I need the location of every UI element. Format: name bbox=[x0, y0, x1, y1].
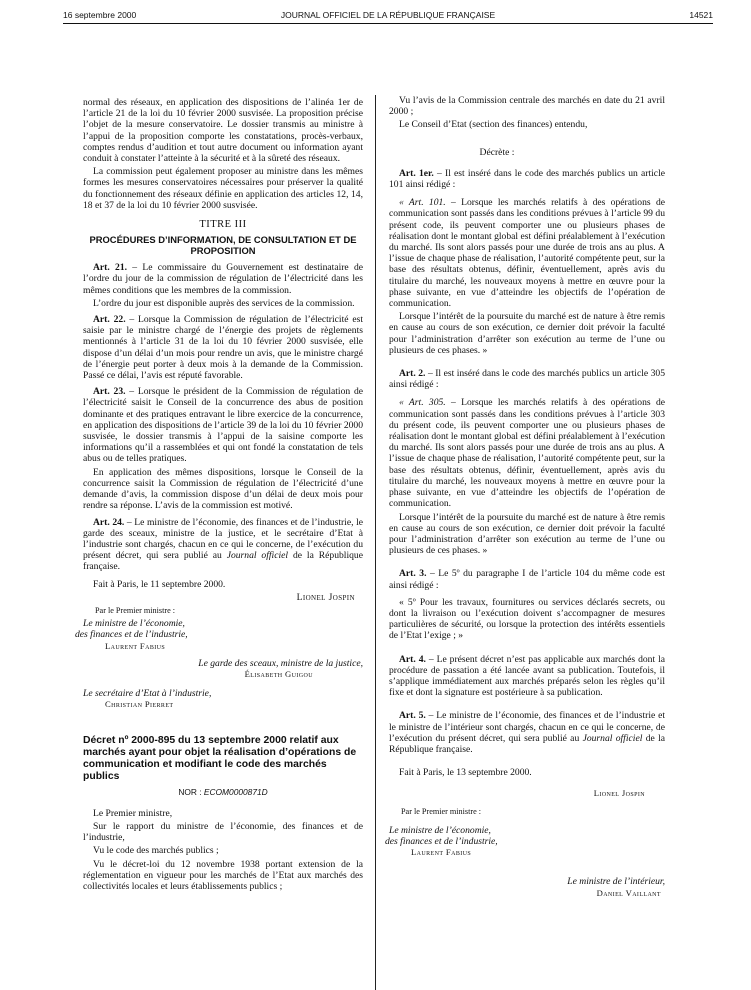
article-23: Art. 23. – Lorsque le président de la Commission de régulation de l’électricité saisit le Conseil de la concurrence des abus de position dominante et des pratiques entravant le libre exercice de la concurrence, en application des dispositions de l’article 39 de la loi du 10 février 2000 susvisée, le dossier transmis à l’appui de la saisine comporte les informations qu’il a rassemblées et qui ont fondé la constatation de tels abus ou de telles pratiques. bbox=[83, 386, 364, 465]
signature-pm: Lionel Jospin bbox=[593, 788, 645, 799]
signatory-title: Le garde des sceaux, ministre de la justice, bbox=[198, 657, 363, 669]
decree-title: Décret nº 2000-895 du 13 septembre 2000 relatif aux marchés ayant pour objet la réalisation d’opérations de communication et modifiant le code des marchés publics bbox=[83, 734, 357, 782]
header-page-number: 14521 bbox=[689, 10, 713, 20]
article-1: Art. 1er. – Il est inséré dans le code des marchés publics un article 101 ainsi rédigé : bbox=[389, 167, 665, 191]
par-premier-ministre: Par le Premier ministre : bbox=[95, 605, 176, 615]
signature-pm: Lionel Jospin bbox=[296, 591, 355, 603]
paragraph: Le Conseil d’Etat (section des finances) entendu, bbox=[399, 119, 588, 131]
article-label: « Art. 101. bbox=[399, 197, 446, 209]
par-premier-ministre: Par le Premier ministre : bbox=[401, 806, 482, 816]
article-label: Art. 1er. bbox=[399, 167, 434, 179]
signatory-name: Daniel Vaillant bbox=[596, 887, 661, 898]
paragraph: « 5º Pour les travaux, fournitures ou services déclarés secrets, ou dont la livraison ou l’exécution doivent s’accompagner de mesures particulières de sécurité, ou lorsque la protection des intérêts essentiels de l’Etat l’exige ; » bbox=[389, 596, 665, 642]
article-label: Art. 2. bbox=[399, 368, 426, 380]
signatory-name: Laurent Fabius bbox=[105, 640, 166, 651]
left-column bbox=[75, 97, 364, 894]
header-rule bbox=[63, 23, 713, 24]
column-divider bbox=[375, 95, 376, 990]
decrete-heading: Décrète : bbox=[479, 146, 515, 158]
nor-reference: NOR : ECOM0000871D bbox=[178, 786, 268, 797]
paragraph: Lorsque l’intérêt de la poursuite du marché est de nature à être remis en cause au cours de son exécution, ce dernier doit prévoir la faculté pour l’administration d’arrêter son exécution au terme de l’une ou plusieurs de ces phases. » bbox=[389, 311, 665, 356]
paragraph: Sur le rapport du ministre de l’économie, des finances et de l’industrie, bbox=[83, 820, 363, 844]
article-label: Art. 24. bbox=[93, 516, 125, 528]
signatory-name: Laurent Fabius bbox=[411, 847, 472, 858]
signatory-title: Le ministre de l’économie, des finances et de l’industrie, bbox=[75, 618, 188, 641]
article-label: « Art. 305. bbox=[399, 397, 446, 409]
article-label: Art. 21. bbox=[93, 262, 128, 274]
right-column bbox=[385, 95, 666, 899]
paragraph: Vu le décret-loi du 12 novembre 1938 portant extension de la réglementation en vigueur pour les marchés de l’Etat aux marchés des collectivités locales et leurs établissements publics ; bbox=[83, 858, 363, 892]
article-305: « Art. 305. – Lorsque les marchés relatifs à des opérations de communication sont passés dans les conditions prévues à l’article 303 du présent code, ils peuvent comporter une ou plusieurs phases de réalisation dont le montant global est défini préalablement à l’exécution du marché. Ils sont alors passés pour une durée de trois ans au plus. A l’issue de chaque phase de réalisation, l’autorité compétente peut, sur la base des résultats obtenus, définir, éventuellement, après avis du titulaire du marché, les nouveaux moyens à mettre en œuvre pour la phase suivante, en vue d’atteindre les objectifs de l’opération de communication. bbox=[389, 397, 665, 510]
page-header bbox=[63, 10, 713, 24]
titre-heading: TITRE III bbox=[199, 219, 247, 231]
signatory-title: Le ministre de l’intérieur, bbox=[567, 876, 665, 888]
article-22: Art. 22. – Lorsque la Commission de régulation de l’électricité est saisie par le ministre chargé de l’énergie des projets de règlements mentionnés à l’article 31 de la loi du 10 février 2000 susvisée, elle dispose d’un délai d’un mois pour rendre un avis, que le ministre chargé de l’énergie peut porter à deux mois à la demande de la Commission. Passé ce délai, l’avis est réputé favorable. bbox=[83, 314, 363, 382]
article-4: Art. 4. – Le présent décret n’est pas applicable aux marchés dont la procédure de passation a été lancée avant sa publication. Toutefois, il s’applique immédiatement aux marchés préparés selon les règles qu’il fixe et dont la signature est postérieure à sa publication. bbox=[389, 653, 665, 699]
article-label: Art. 4. bbox=[399, 653, 426, 665]
signatory-title: Le secrétaire d’Etat à l’industrie, bbox=[83, 688, 212, 700]
article-101: « Art. 101. – Lorsque les marchés relatifs à des opérations de communication sont passés dans les conditions prévues à l’article 99 du présent code, ils peuvent comporter une ou plusieurs phases de réalisation dont le montant global est défini préalablement à l’exécution du marché. Ils sont alors passés pour une durée de trois ans au plus. A l’issue de chaque phase de réalisation, l’autorité compétente peut, sur la base des résultats obtenus, définir, éventuellement, après avis du titulaire du marché, les nouveaux moyens à mettre en œuvre pour la phase suivante, en vue d’atteindre les objectifs de l’opération de communication. bbox=[389, 197, 665, 310]
signatory-name: Christian Pierret bbox=[105, 699, 174, 710]
paragraph: Lorsque l’intérêt de la poursuite du marché est de nature à être remis en cause au cours de son exécution, ce dernier doit prévoir la faculté pour l’administration d’arrêter son exécution au terme de l’une ou plusieurs de ces phases. » bbox=[389, 511, 665, 557]
signatory-name: Élisabeth Guigou bbox=[244, 668, 313, 679]
article-label: Art. 5. bbox=[399, 710, 426, 722]
paragraph: L’ordre du jour est disponible auprès des services de la commission. bbox=[93, 297, 355, 309]
fait-line: Fait à Paris, le 13 septembre 2000. bbox=[399, 767, 532, 779]
signatory-title: Le ministre de l’économie, des finances et de l’industrie, bbox=[385, 824, 498, 847]
fait-line: Fait à Paris, le 11 septembre 2000. bbox=[93, 578, 226, 590]
article-label: Art. 3. bbox=[399, 568, 427, 580]
paragraph: La commission peut également proposer au ministre dans les mêmes formes les mesures conservatoires nécessaires pour préserver la qualité du fonctionnement des réseaux définie en application des articles 12, 14, 18 et 37 de la loi du 10 février 2000 susvisée. bbox=[83, 166, 363, 211]
article-21: Art. 21. – Le commissaire du Gouvernement est destinataire de l’ordre du jour de la commission de régulation de l’électricité dans les mêmes conditions que les membres de la commission. bbox=[83, 262, 364, 296]
paragraph: Le Premier ministre, bbox=[93, 807, 173, 819]
section-heading: PROCÉDURES D’INFORMATION, DE CONSULTATION ET DE PROPOSITION bbox=[89, 234, 357, 257]
article-5: Art. 5. – Le ministre de l’économie, des finances et de l’industrie et le ministre de l’intérieur sont chargés, chacun en ce qui le concerne, de l’exécution du présent décret, qui sera publié au Journal officiel de la République française. bbox=[389, 710, 666, 755]
header-date: 16 septembre 2000 bbox=[63, 10, 137, 20]
paragraph: En application des mêmes dispositions, lorsque le Conseil de la concurrence saisit la Commission de régulation de l’électricité d’une demande d’avis, la commission dispose d’un délai de deux mois pour rendre sa réponse. L’avis de la commission est motivé. bbox=[83, 466, 363, 512]
paragraph: Vu l’avis de la Commission centrale des marchés en date du 21 avril 2000 ; bbox=[389, 95, 665, 118]
header-journal-title: JOURNAL OFFICIEL DE LA RÉPUBLIQUE FRANÇAISE bbox=[280, 10, 496, 20]
paragraph: Vu le code des marchés publics ; bbox=[93, 845, 219, 857]
article-label: Art. 23. bbox=[93, 386, 126, 398]
article-24: Art. 24. – Le ministre de l’économie, des finances et de l’industrie, le garde des sceaux, ministre de la justice, et le secrétaire d’Etat à l’industrie sont chargés, chacun en ce qui le concerne, de l’exécution du présent décret, qui sera publié au Journal officiel de la République française. bbox=[83, 516, 363, 573]
article-label: Art. 22. bbox=[93, 314, 126, 326]
paragraph: normal des réseaux, en application des dispositions de l’alinéa 1er de l’article 21 de la loi du 10 février 2000 susvisée. La proposition précise l’objet de la mesure conservatoire. Le dossier transmis au ministre à l’appui de la proposition comporte les constatations, procès-verbaux, comptes rendus d’audition et tout autre document ou information ayant conduit à constater l’atteinte à la sécurité et à la sûreté des réseaux. bbox=[83, 97, 363, 165]
article-3: Art. 3. – Le 5º du paragraphe I de l’article 104 du même code est ainsi rédigé : bbox=[389, 568, 665, 591]
article-2: Art. 2. – Il est inséré dans le code des marchés publics un article 305 ainsi rédigé : bbox=[389, 368, 666, 391]
